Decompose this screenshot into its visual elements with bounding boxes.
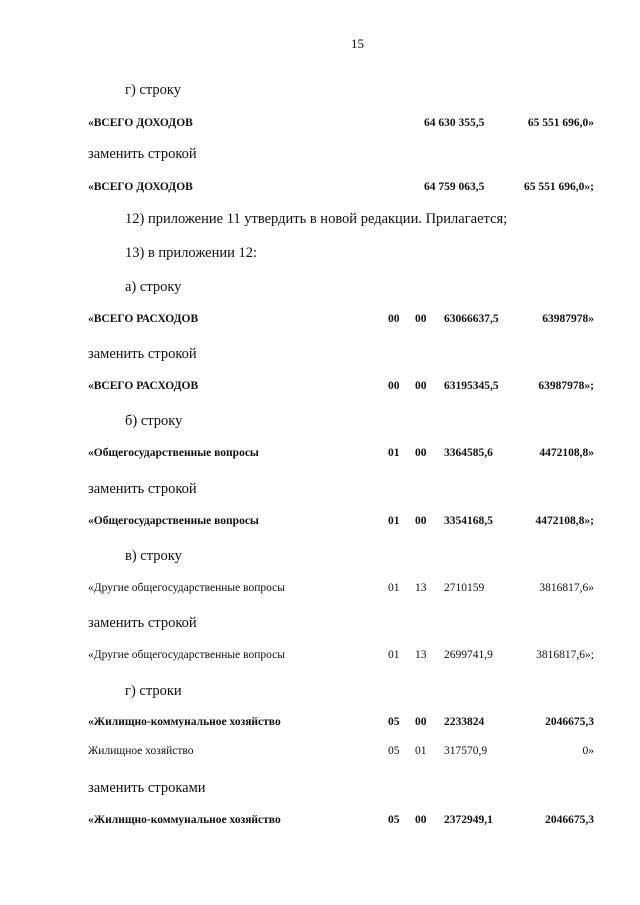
row-label: «Общегосударственные вопросы	[88, 515, 259, 527]
row-label: «Другие общегосударственные вопросы	[88, 649, 285, 661]
row-label: «ВСЕГО ДОХОДОВ	[88, 117, 193, 129]
housing-sub-row-old	[0, 745, 640, 763]
row-subsection: 00	[415, 716, 427, 728]
row-value-2: 65 551 696,0»	[527, 117, 594, 129]
row-section: 00	[388, 313, 400, 325]
row-section: 01	[388, 582, 400, 594]
expense-row-new	[0, 380, 640, 398]
housing-row-new	[0, 814, 640, 832]
row-value-2: 3816817,6»	[539, 582, 594, 594]
row-subsection: 00	[415, 447, 427, 459]
replace-line: заменить строкой	[88, 615, 197, 631]
item-a-line: а) строку	[125, 279, 182, 295]
item-b-line: б) строку	[125, 413, 183, 429]
row-value-1: 2372949,1	[444, 814, 493, 826]
row-value-1: 64 759 063,5	[424, 181, 485, 193]
replace-line: заменить строкой	[88, 346, 197, 362]
row-section: 05	[388, 716, 400, 728]
row-value-2: 4472108,8»	[539, 447, 594, 459]
row-value-1: 63066637,5	[444, 313, 499, 325]
row-label: «ВСЕГО ДОХОДОВ	[88, 181, 193, 193]
row-subsection: 00	[415, 515, 427, 527]
row-value-2: 65 551 696,0»;	[524, 181, 594, 193]
row-subsection: 00	[415, 814, 427, 826]
item-12-line: 12) приложение 11 утвердить в новой редакции. Прилагается;	[125, 211, 508, 227]
row-label: «ВСЕГО РАСХОДОВ	[88, 313, 199, 325]
row-value-2: 4472108,8»;	[535, 515, 594, 527]
replace-line: заменить строкой	[88, 481, 197, 497]
row-value-2: 3816817,6»;	[536, 649, 594, 661]
other-row-new	[0, 649, 640, 667]
row-value-1: 3364585,6	[444, 447, 493, 459]
row-value-1: 3354168,5	[444, 515, 493, 527]
row-label: «Жилищно-коммунальное хозяйство	[88, 814, 281, 826]
row-section: 01	[388, 649, 400, 661]
row-value-1: 2699741,9	[444, 649, 493, 661]
item-g2-line: г) строки	[125, 683, 182, 699]
row-subsection: 01	[415, 745, 427, 757]
row-value-1: 64 630 355,5	[424, 117, 485, 129]
row-subsection: 13	[415, 582, 427, 594]
income-row-old	[0, 117, 640, 135]
row-value-1: 2710159	[444, 582, 485, 594]
row-label: Жилищное хозяйство	[88, 745, 194, 757]
row-section: 00	[388, 380, 400, 392]
expense-row-old	[0, 313, 640, 331]
row-value-1: 63195345,5	[444, 380, 499, 392]
row-value-2: 63987978»	[542, 313, 594, 325]
row-label: «ВСЕГО РАСХОДОВ	[88, 380, 199, 392]
row-subsection: 13	[415, 649, 427, 661]
row-value-2: 0»	[582, 745, 594, 757]
housing-row-old	[0, 716, 640, 734]
row-section: 05	[388, 814, 400, 826]
general-row-old	[0, 447, 640, 465]
item-13-line: 13) в приложении 12:	[125, 245, 258, 261]
row-value-1: 317570,9	[444, 745, 488, 757]
row-section: 01	[388, 515, 400, 527]
row-label: «Общегосударственные вопросы	[88, 447, 259, 459]
replace-line: заменить строкой	[88, 146, 197, 162]
row-value-2: 2046675,3	[545, 716, 594, 728]
page-number: 15	[351, 36, 364, 51]
other-row-old	[0, 582, 640, 600]
replace-line: заменить строками	[88, 780, 206, 796]
general-row-new	[0, 515, 640, 533]
row-value-1: 2233824	[444, 716, 485, 728]
row-label: «Жилищно-коммунальное хозяйство	[88, 716, 281, 728]
row-section: 05	[388, 745, 400, 757]
row-section: 01	[388, 447, 400, 459]
row-value-2: 63987978»;	[538, 380, 594, 392]
row-value-2: 2046675,3	[545, 814, 594, 826]
item-g-line: г) строку	[125, 82, 181, 98]
income-row-new	[0, 181, 640, 199]
row-subsection: 00	[415, 313, 427, 325]
row-subsection: 00	[415, 380, 427, 392]
item-v-line: в) строку	[125, 548, 182, 564]
row-label: «Другие общегосударственные вопросы	[88, 582, 285, 594]
